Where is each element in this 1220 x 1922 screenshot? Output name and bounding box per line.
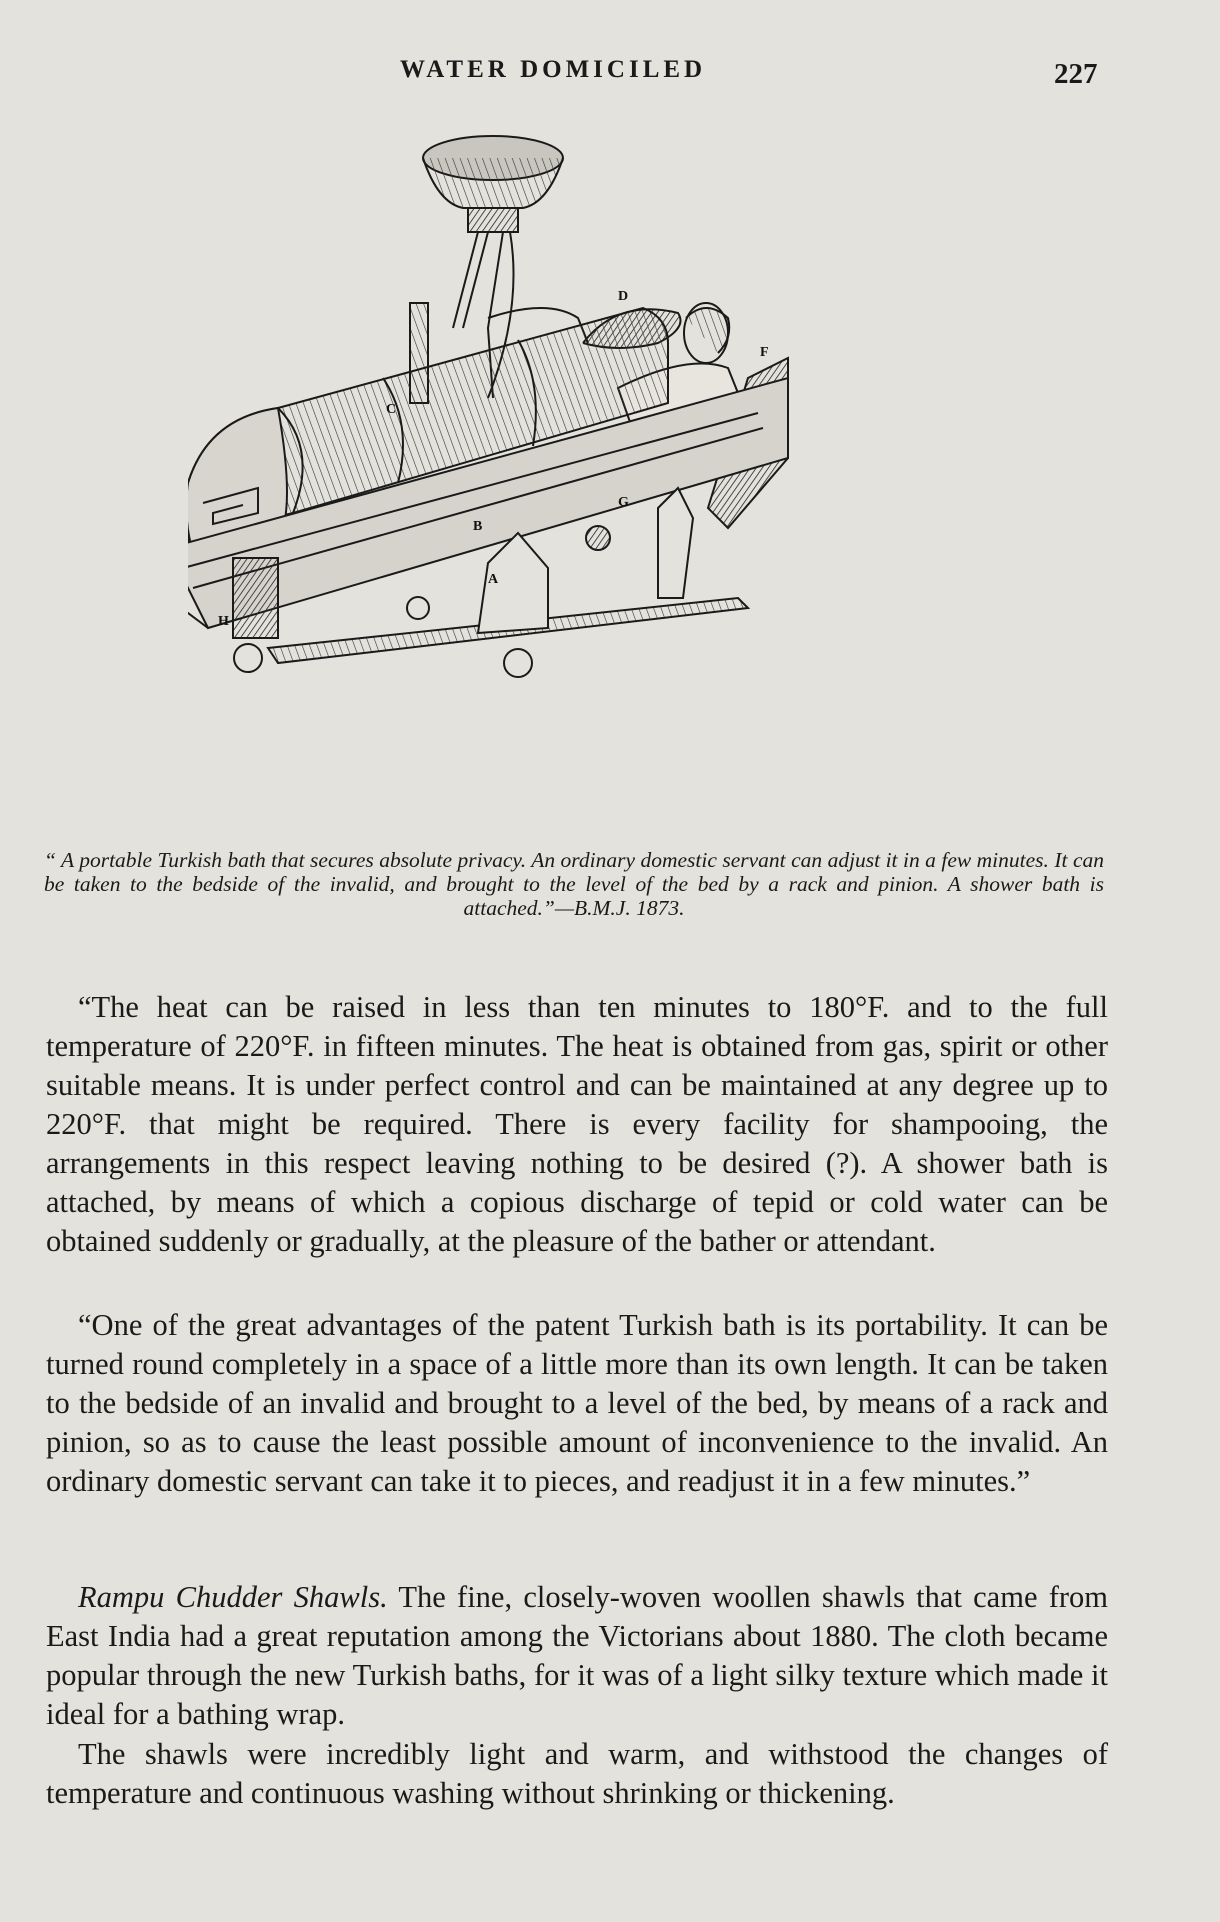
shawls-heading: Rampu Chudder Shawls. bbox=[78, 1580, 388, 1614]
figure-label-f: F bbox=[760, 345, 769, 360]
figure-label-g: G bbox=[618, 495, 629, 510]
shawls-paragraph-2-text: The shawls were incredibly light and warm, and withstood the changes of temperature and continuous washing without shrinking or thickening. bbox=[46, 1737, 1108, 1810]
shawls-paragraph-1-text: The fine, closely-woven woollen shawls that came from East India had a great reputation among the Victorians about 1880. The cloth became popular through the new Turkish baths, for it was of a light silky texture which made it ideal for a bathing wrap. bbox=[46, 1580, 1109, 1731]
shawls-paragraph-2 bbox=[46, 1735, 1108, 1813]
turkish-bath-illustration bbox=[188, 128, 978, 828]
quote-paragraph-1-text: “The heat can be raised in less than ten minutes to 180°F. and to the full temperature of 220°F. in fifteen minutes. The heat is obtained from gas, spirit or other suitable means. It is under perfect control and can be maintained at any degree up to 220°F. that might be required. There is every facility for shampooing, the arrangements in this respect leaving nothing to be desired (?). A shower bath is attached, by means of which a copious discharge of tepid or cold water can be obtained suddenly or gradually, at the pleasure of the bather or attendant. bbox=[46, 990, 1108, 1258]
figure-label-b: B bbox=[473, 519, 483, 534]
quote-paragraph-2-text: “One of the great advantages of the patent Turkish bath is its portability. It can be turned round completely in a space of a little more than its own length. It can be taken to the bedside of an invalid and brought to a level of the bed, by means of a rack and pinion, so as to cause the least possible amount of inconvenience to the invalid. An ordinary domestic servant can take it to pieces, and readjust it in a few minutes.” bbox=[46, 1308, 1108, 1498]
figure-label-d: D bbox=[618, 289, 629, 304]
quote-paragraph-2 bbox=[46, 1306, 1108, 1501]
running-title: WATER DOMICILED bbox=[400, 56, 707, 83]
figure-label-a: A bbox=[488, 572, 499, 587]
figure-caption: “ A portable Turkish bath that secures absolute privacy. An ordinary domestic servant can adjust it in a few minutes. It can be taken to the bedside of the invalid, and brought to the level of the bed by a rack and pinion. A shower bath is attached.”—B.M.J. 1873. bbox=[44, 848, 1104, 920]
shawls-paragraph-1 bbox=[46, 1578, 1108, 1734]
quote-paragraph-1 bbox=[46, 988, 1108, 1261]
page-number: 227 bbox=[1054, 58, 1098, 90]
figure-label-c: C bbox=[386, 402, 397, 417]
figure-label-h: H bbox=[218, 614, 229, 629]
